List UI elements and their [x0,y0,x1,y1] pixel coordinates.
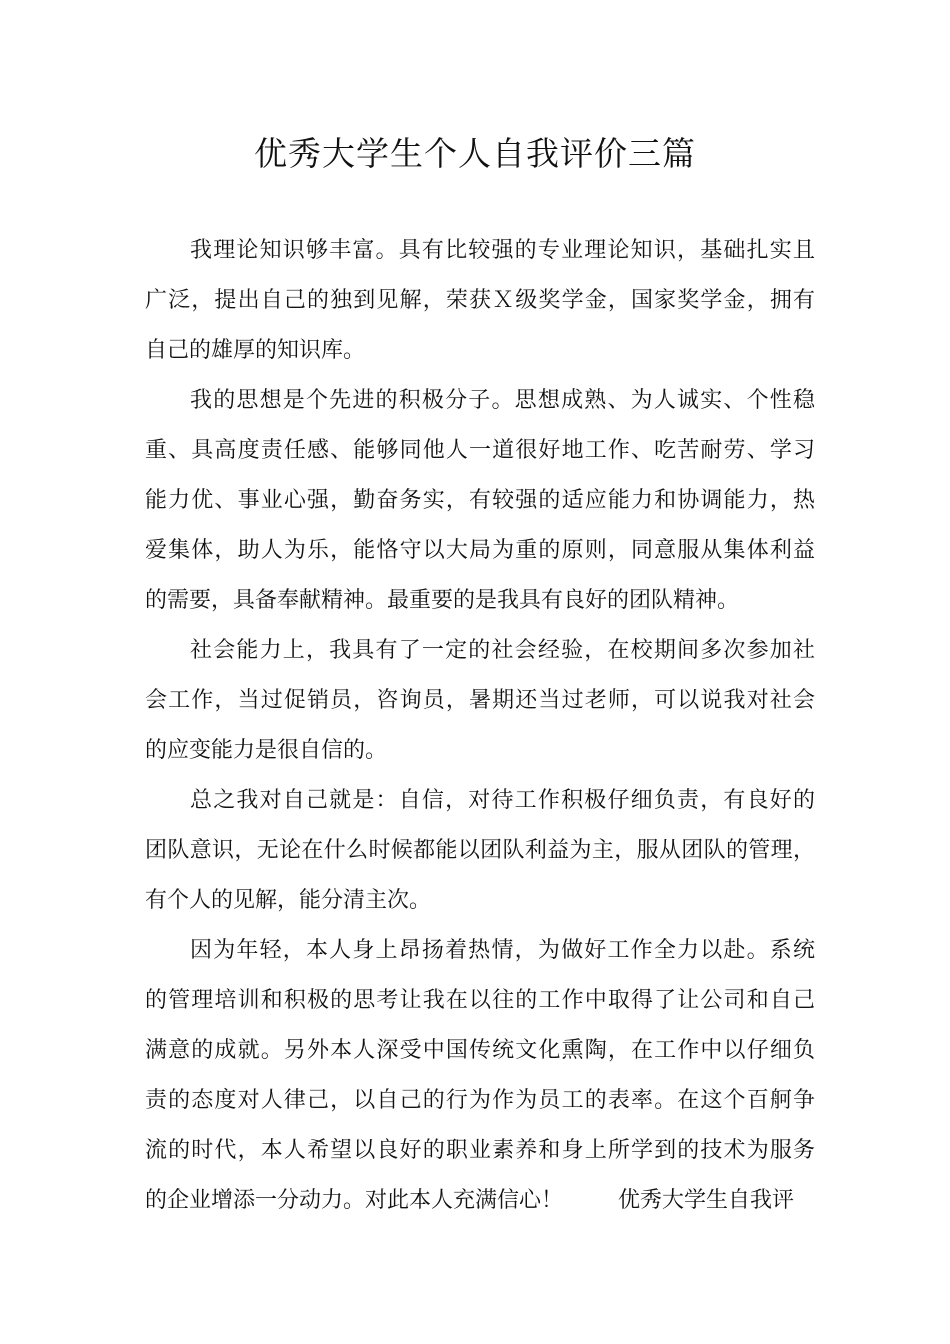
text-line: 因为年轻，本人身上昂扬着热情，为做好工作全力以赴。系统 [190,938,815,963]
text-line: 能力优、事业心强，勤奋务实，有较强的适应能力和协调能力，热 [145,488,815,513]
document-body [145,226,815,1226]
document-title: 优秀大学生个人自我评价三篇 [254,134,696,173]
paragraph-3 [145,626,815,776]
text-line: 我理论知识够丰富。具有比较强的专业理论知识，基础扎实且 [190,238,815,263]
text-line: 满意的成就。另外本人深受中国传统文化熏陶，在工作中以仔细负 [145,1038,815,1063]
text-line: 广泛，提出自己的独到见解，荣获Ｘ级奖学金，国家奖学金，拥有 [145,288,815,313]
paragraph-5 [145,926,815,1226]
text-line: 的应变能力是很自信的。 [145,738,388,763]
text-line: 会工作，当过促销员，咨询员，暑期还当过老师，可以说我对社会 [145,688,815,713]
text-line: 我的思想是个先进的积极分子。思想成熟、为人诚实、个性稳 [190,388,815,413]
text-line: 有个人的见解，能分清主次。 [145,888,432,913]
text-line: 爱集体，助人为乐，能恪守以大局为重的原则，同意服从集体利益 [145,538,815,563]
text-line: 自己的雄厚的知识库。 [145,338,366,363]
final-sentence: 的企业增添一分动力。对此本人充满信心！ [145,1188,564,1213]
final-text-line [145,1176,815,1226]
text-line: 社会能力上，我具有了一定的社会经验，在校期间多次参加社 [190,638,815,663]
text-line: 责的态度对人律己，以自己的行为作为员工的表率。在这个百舸争 [145,1088,815,1113]
text-line: 重、具高度责任感、能够同他人一道很好地工作、吃苦耐劳、学习 [145,438,815,463]
paragraph-4 [145,776,815,926]
text-line: 的需要，具备奉献精神。最重要的是我具有良好的团队精神。 [145,588,740,613]
text-line: 流的时代，本人希望以良好的职业素养和身上所学到的技术为服务 [145,1138,815,1163]
paragraph-2 [145,376,815,626]
text-line: 团队意识，无论在什么时候都能以团队利益为主，服从团队的管理， [145,838,815,863]
text-line: 总之我对自己就是：自信，对待工作积极仔细负责，有良好的 [190,788,815,813]
next-section-heading: 优秀大学生自我评 [618,1188,795,1213]
paragraph-1 [145,226,815,376]
text-line: 的管理培训和积极的思考让我在以往的工作中取得了让公司和自己 [145,988,815,1013]
